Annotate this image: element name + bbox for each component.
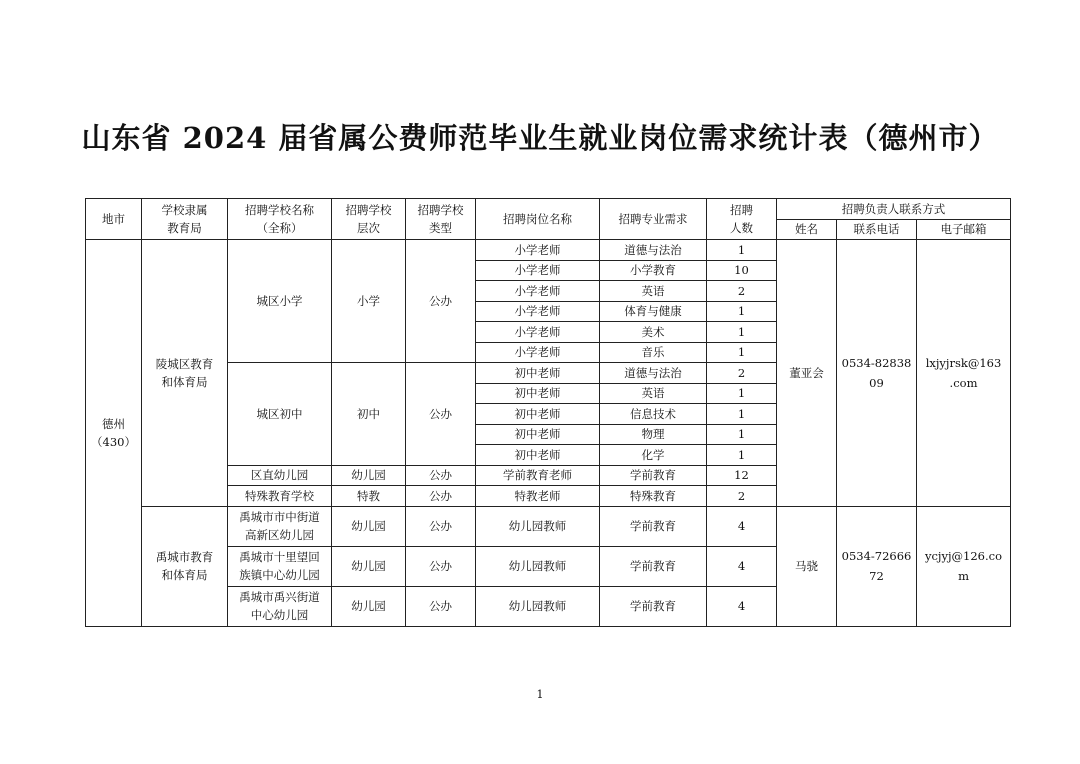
position-cell: 小学老师 [476,240,600,261]
city-cell: 德州 （430） [86,240,142,627]
major-cell: 道德与法治 [600,240,707,261]
school-name-cell: 城区初中 [228,363,332,466]
header-bureau: 学校隶属 教育局 [142,199,228,240]
contact-phone-cell: 0534-82838 09 [837,240,917,507]
school-name-cell: 禹城市市中街道 高新区幼儿园 [228,506,332,546]
major-cell: 音乐 [600,342,707,363]
count-cell: 1 [707,301,777,322]
header-major: 招聘专业需求 [600,199,707,240]
header-level: 招聘学校 层次 [332,199,406,240]
position-cell: 初中老师 [476,445,600,466]
count-cell: 1 [707,404,777,425]
header-count: 招聘 人数 [707,199,777,240]
school-level-cell: 初中 [332,363,406,466]
count-cell: 10 [707,260,777,281]
school-level-cell: 幼儿园 [332,506,406,546]
header-school: 招聘学校名称 （全称） [228,199,332,240]
count-cell: 1 [707,424,777,445]
major-cell: 学前教育 [600,586,707,626]
position-cell: 初中老师 [476,404,600,425]
recruitment-table [85,198,1011,627]
count-cell: 1 [707,445,777,466]
school-name-cell: 特殊教育学校 [228,486,332,507]
header-contact-phone: 联系电话 [837,219,917,240]
header-type: 招聘学校 类型 [406,199,476,240]
count-cell: 4 [707,586,777,626]
position-cell: 特教老师 [476,486,600,507]
position-cell: 小学老师 [476,281,600,302]
position-cell: 小学老师 [476,322,600,343]
count-cell: 1 [707,240,777,261]
major-cell: 英语 [600,281,707,302]
document-title: 山东省 2024 届省属公费师范毕业生就业岗位需求统计表（德州市） [81,121,999,155]
school-level-cell: 小学 [332,240,406,363]
school-type-cell: 公办 [406,240,476,363]
page-number: 1 [536,688,544,701]
count-cell: 2 [707,363,777,384]
major-cell: 小学教育 [600,260,707,281]
major-cell: 化学 [600,445,707,466]
contact-name-cell: 马骁 [777,506,837,626]
header-position: 招聘岗位名称 [476,199,600,240]
major-cell: 美术 [600,322,707,343]
contact-email-cell: ycjyj@126.co m [917,506,1011,626]
school-type-cell: 公办 [406,465,476,486]
position-cell: 小学老师 [476,301,600,322]
school-type-cell: 公办 [406,506,476,546]
school-name-cell: 禹城市禹兴街道 中心幼儿园 [228,586,332,626]
position-cell: 小学老师 [476,260,600,281]
contact-email-cell: lxjyjrsk@163 .com [917,240,1011,507]
header-row-1 [86,199,1011,220]
position-cell: 学前教育老师 [476,465,600,486]
school-level-cell: 幼儿园 [332,586,406,626]
header-contact-group: 招聘负责人联系方式 [777,199,1011,220]
contact-phone-cell: 0534-72666 72 [837,506,917,626]
table-row [86,240,1011,261]
major-cell: 学前教育 [600,465,707,486]
major-cell: 信息技术 [600,404,707,425]
school-type-cell: 公办 [406,586,476,626]
position-cell: 幼儿园教师 [476,546,600,586]
school-level-cell: 特教 [332,486,406,507]
major-cell: 物理 [600,424,707,445]
major-cell: 道德与法治 [600,363,707,384]
major-cell: 体育与健康 [600,301,707,322]
count-cell: 2 [707,486,777,507]
school-type-cell: 公办 [406,486,476,507]
major-cell: 学前教育 [600,546,707,586]
position-cell: 初中老师 [476,383,600,404]
bureau-cell: 禹城市教育 和体育局 [142,506,228,626]
school-type-cell: 公办 [406,546,476,586]
count-cell: 1 [707,322,777,343]
major-cell: 学前教育 [600,506,707,546]
count-cell: 1 [707,383,777,404]
position-cell: 幼儿园教师 [476,586,600,626]
table-row [86,506,1011,546]
school-level-cell: 幼儿园 [332,546,406,586]
header-contact-email: 电子邮箱 [917,219,1011,240]
bureau-cell: 陵城区教育 和体育局 [142,240,228,507]
count-cell: 12 [707,465,777,486]
major-cell: 特殊教育 [600,486,707,507]
count-cell: 4 [707,546,777,586]
header-city: 地市 [86,199,142,240]
school-level-cell: 幼儿园 [332,465,406,486]
position-cell: 小学老师 [476,342,600,363]
count-cell: 4 [707,506,777,546]
position-cell: 幼儿园教师 [476,506,600,546]
count-cell: 2 [707,281,777,302]
school-type-cell: 公办 [406,363,476,466]
contact-name-cell: 董亚会 [777,240,837,507]
count-cell: 1 [707,342,777,363]
school-name-cell: 区直幼儿园 [228,465,332,486]
major-cell: 英语 [600,383,707,404]
position-cell: 初中老师 [476,363,600,384]
header-contact-name: 姓名 [777,219,837,240]
position-cell: 初中老师 [476,424,600,445]
school-name-cell: 禹城市十里望回 族镇中心幼儿园 [228,546,332,586]
school-name-cell: 城区小学 [228,240,332,363]
